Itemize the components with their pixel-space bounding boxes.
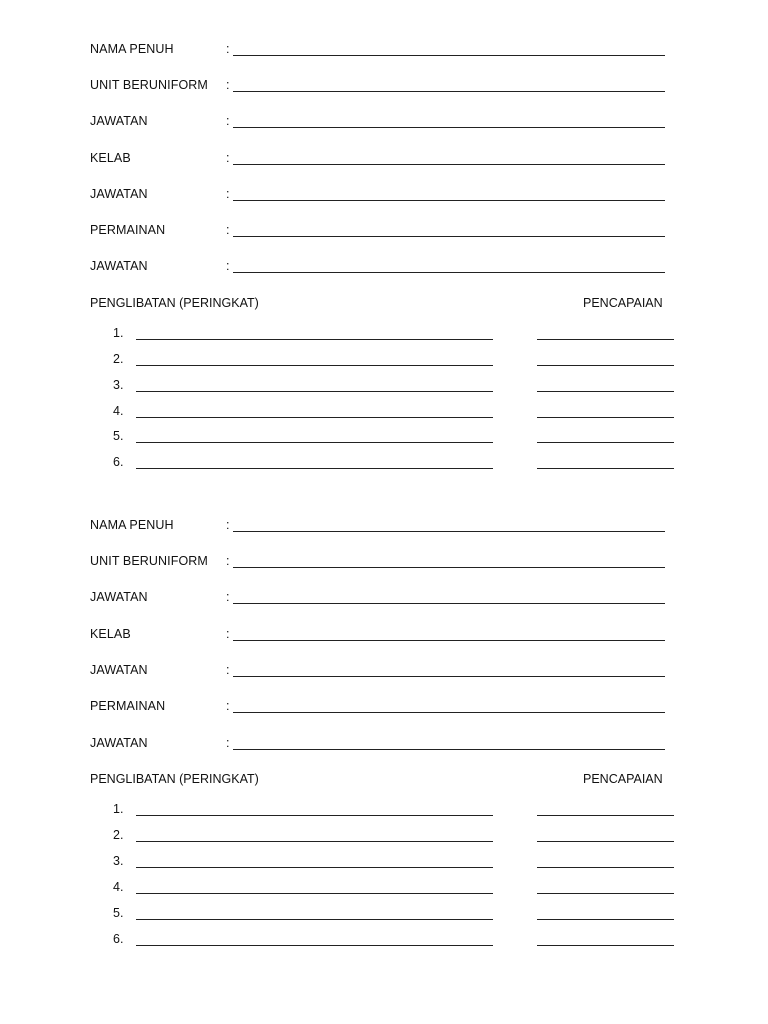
involvement-item (0, 880, 768, 900)
blank-line-input[interactable] (233, 676, 665, 677)
field-colon: : (226, 151, 230, 165)
involvement-blank-line[interactable] (136, 841, 493, 842)
field-colon: : (226, 736, 230, 750)
field-row (0, 114, 768, 134)
field-label: NAMA PENUH (90, 518, 174, 532)
field-row (0, 663, 768, 683)
field-label: JAWATAN (90, 663, 148, 677)
blank-line-input[interactable] (233, 749, 665, 750)
achievement-title: PENCAPAIAN (583, 772, 663, 786)
item-number: 6. (113, 932, 124, 946)
field-colon: : (226, 699, 230, 713)
item-number: 5. (113, 429, 124, 443)
field-row (0, 627, 768, 647)
field-row (0, 736, 768, 756)
involvement-item (0, 906, 768, 926)
achievement-blank-line[interactable] (537, 417, 674, 418)
field-label: JAWATAN (90, 187, 148, 201)
field-label: KELAB (90, 627, 131, 641)
involvement-header (0, 296, 768, 316)
field-row (0, 187, 768, 207)
field-label: PERMAINAN (90, 699, 166, 713)
field-label: KELAB (90, 151, 131, 165)
blank-line-input[interactable] (233, 236, 665, 237)
involvement-item (0, 932, 768, 952)
field-row (0, 699, 768, 719)
achievement-title: PENCAPAIAN (583, 296, 663, 310)
field-row (0, 590, 768, 610)
involvement-blank-line[interactable] (136, 391, 493, 392)
item-number: 4. (113, 880, 124, 894)
involvement-item (0, 802, 768, 822)
achievement-blank-line[interactable] (537, 391, 674, 392)
blank-line-input[interactable] (233, 164, 665, 165)
blank-line-input[interactable] (233, 531, 665, 532)
achievement-blank-line[interactable] (537, 442, 674, 443)
field-row (0, 259, 768, 279)
item-number: 3. (113, 854, 124, 868)
item-number: 2. (113, 352, 124, 366)
field-label: UNIT BERUNIFORM (90, 78, 208, 92)
field-label: JAWATAN (90, 259, 148, 273)
involvement-blank-line[interactable] (136, 339, 493, 340)
involvement-item (0, 378, 768, 398)
involvement-blank-line[interactable] (136, 365, 493, 366)
field-colon: : (226, 259, 230, 273)
field-colon: : (226, 114, 230, 128)
item-number: 1. (113, 802, 124, 816)
field-colon: : (226, 187, 230, 201)
blank-line-input[interactable] (233, 567, 665, 568)
field-label: JAWATAN (90, 736, 148, 750)
item-number: 5. (113, 906, 124, 920)
involvement-blank-line[interactable] (136, 893, 493, 894)
field-row (0, 518, 768, 538)
achievement-blank-line[interactable] (537, 815, 674, 816)
field-colon: : (226, 42, 230, 56)
involvement-blank-line[interactable] (136, 867, 493, 868)
involvement-item (0, 326, 768, 346)
involvement-blank-line[interactable] (136, 417, 493, 418)
achievement-blank-line[interactable] (537, 945, 674, 946)
involvement-blank-line[interactable] (136, 815, 493, 816)
item-number: 2. (113, 828, 124, 842)
field-colon: : (226, 627, 230, 641)
involvement-title: PENGLIBATAN (PERINGKAT) (90, 772, 259, 786)
field-label: JAWATAN (90, 114, 148, 128)
blank-line-input[interactable] (233, 272, 665, 273)
item-number: 6. (113, 455, 124, 469)
involvement-item (0, 404, 768, 424)
field-colon: : (226, 518, 230, 532)
blank-line-input[interactable] (233, 127, 665, 128)
field-row (0, 554, 768, 574)
involvement-item (0, 455, 768, 475)
achievement-blank-line[interactable] (537, 365, 674, 366)
item-number: 1. (113, 326, 124, 340)
involvement-title: PENGLIBATAN (PERINGKAT) (90, 296, 259, 310)
blank-line-input[interactable] (233, 640, 665, 641)
blank-line-input[interactable] (233, 603, 665, 604)
involvement-blank-line[interactable] (136, 919, 493, 920)
field-label: JAWATAN (90, 590, 148, 604)
involvement-item (0, 854, 768, 874)
field-colon: : (226, 554, 230, 568)
achievement-blank-line[interactable] (537, 919, 674, 920)
blank-line-input[interactable] (233, 200, 665, 201)
involvement-header (0, 772, 768, 792)
involvement-blank-line[interactable] (136, 468, 493, 469)
involvement-item (0, 429, 768, 449)
item-number: 3. (113, 378, 124, 392)
field-label: UNIT BERUNIFORM (90, 554, 208, 568)
field-label: PERMAINAN (90, 223, 166, 237)
involvement-item (0, 352, 768, 372)
blank-line-input[interactable] (233, 91, 665, 92)
blank-line-input[interactable] (233, 712, 665, 713)
field-colon: : (226, 590, 230, 604)
achievement-blank-line[interactable] (537, 468, 674, 469)
achievement-blank-line[interactable] (537, 339, 674, 340)
blank-line-input[interactable] (233, 55, 665, 56)
field-colon: : (226, 663, 230, 677)
involvement-item (0, 828, 768, 848)
field-row (0, 42, 768, 62)
field-colon: : (226, 223, 230, 237)
involvement-blank-line[interactable] (136, 945, 493, 946)
field-colon: : (226, 78, 230, 92)
achievement-blank-line[interactable] (537, 893, 674, 894)
field-row (0, 223, 768, 243)
achievement-blank-line[interactable] (537, 867, 674, 868)
field-row (0, 151, 768, 171)
item-number: 4. (113, 404, 124, 418)
field-row (0, 78, 768, 98)
achievement-blank-line[interactable] (537, 841, 674, 842)
field-label: NAMA PENUH (90, 42, 174, 56)
involvement-blank-line[interactable] (136, 442, 493, 443)
